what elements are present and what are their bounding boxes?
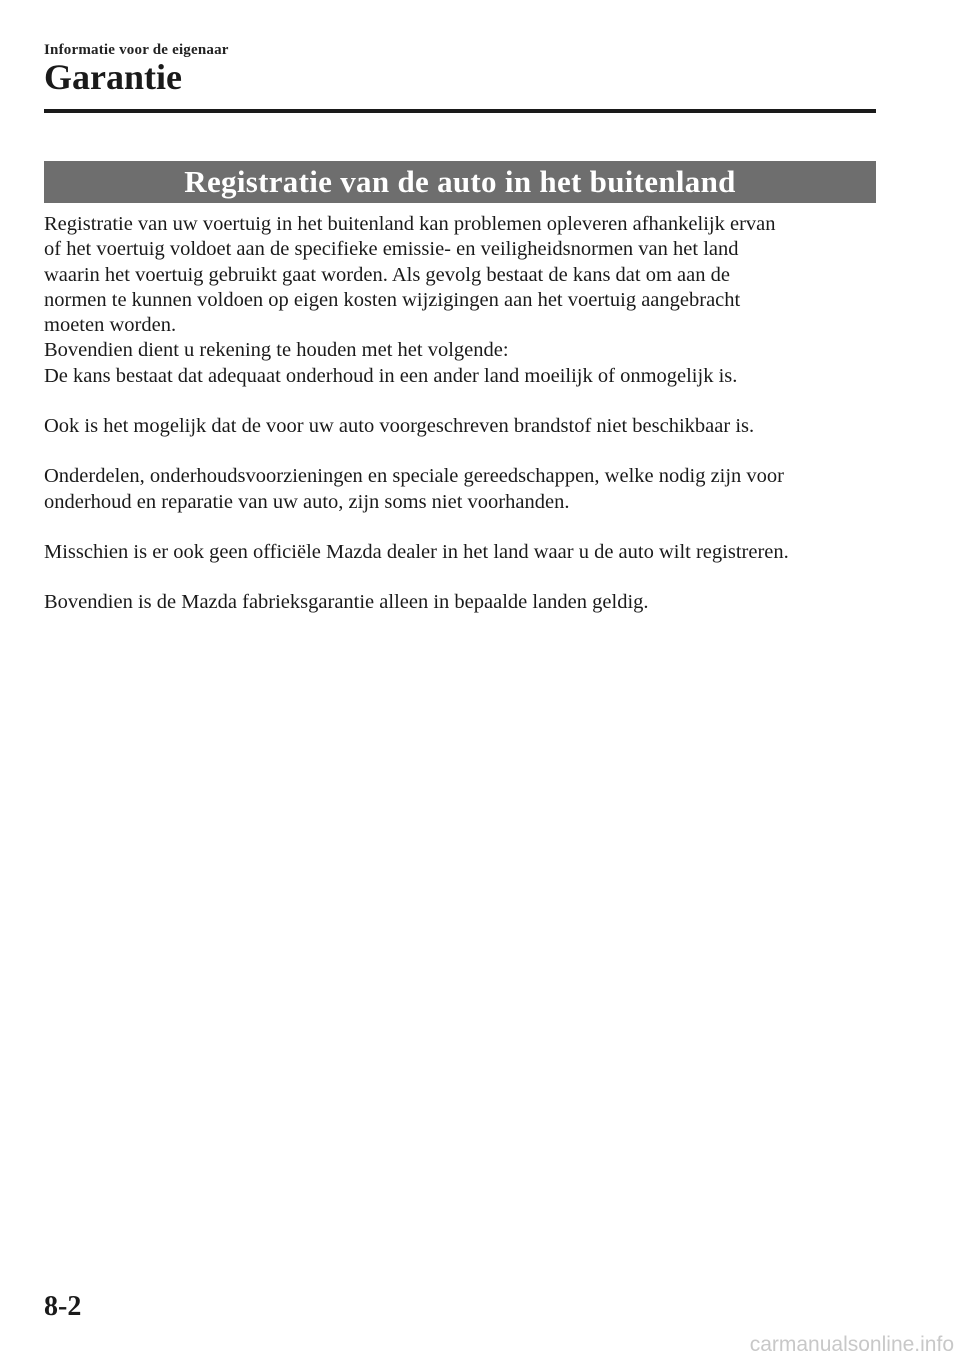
paragraph-dealer: Misschien is er ook geen officiële Mazda dealer in het land waar u de auto wilt registreren. — [44, 540, 789, 563]
paragraph-fuel: Ook is het mogelijk dat de voor uw auto voorgeschreven brandstof niet beschikbaar is. — [44, 415, 755, 438]
paragraph-spacer — [44, 565, 884, 590]
body-text — [44, 212, 884, 616]
paragraph-spacer — [44, 439, 884, 464]
watermark: carmanualsonline.info — [749, 1333, 954, 1356]
paragraph-parts — [44, 464, 884, 515]
paragraph-maintenance: De kans bestaat dat adequaat onderhoud in een ander land moeilijk of onmogelijk is. — [44, 364, 738, 387]
text-line: normen te kunnen voldoen op eigen kosten wijzigingen aan het voertuig aangebracht — [44, 288, 741, 311]
section-heading: Registratie van de auto in het buitenland — [184, 164, 736, 199]
text-line: onderhoud en reparatie van uw auto, zijn soms niet voorhanden. — [44, 490, 570, 513]
paragraph-lead-in: Bovendien dient u rekening te houden met het volgende: — [44, 339, 509, 362]
section-heading-bar — [44, 161, 876, 203]
paragraph-spacer — [44, 389, 884, 414]
text-line: Onderdelen, onderhoudsvoorzieningen en speciale gereedschappen, welke nodig zijn voor — [44, 465, 785, 488]
chapter-divider — [44, 109, 876, 113]
breadcrumb: Informatie voor de eigenaar — [44, 42, 229, 58]
paragraph-warranty: Bovendien is de Mazda fabrieksgarantie alleen in bepaalde landen geldig. — [44, 591, 649, 614]
text-line: waarin het voertuig gebruikt gaat worden. Als gevolg bestaat de kans dat om aan de — [44, 263, 730, 286]
paragraph-spacer — [44, 515, 884, 540]
chapter-title: Garantie — [44, 57, 182, 97]
text-line: Registratie van uw voertuig in het buitenland kan problemen opleveren afhankelijk ervan — [44, 213, 776, 235]
page-number: 8-2 — [44, 1291, 82, 1322]
text-line: moeten worden. — [44, 314, 177, 337]
paragraph-intro — [44, 212, 884, 338]
text-line: of het voertuig voldoet aan de specifieke emissie- en veiligheidsnormen van het land — [44, 238, 739, 261]
